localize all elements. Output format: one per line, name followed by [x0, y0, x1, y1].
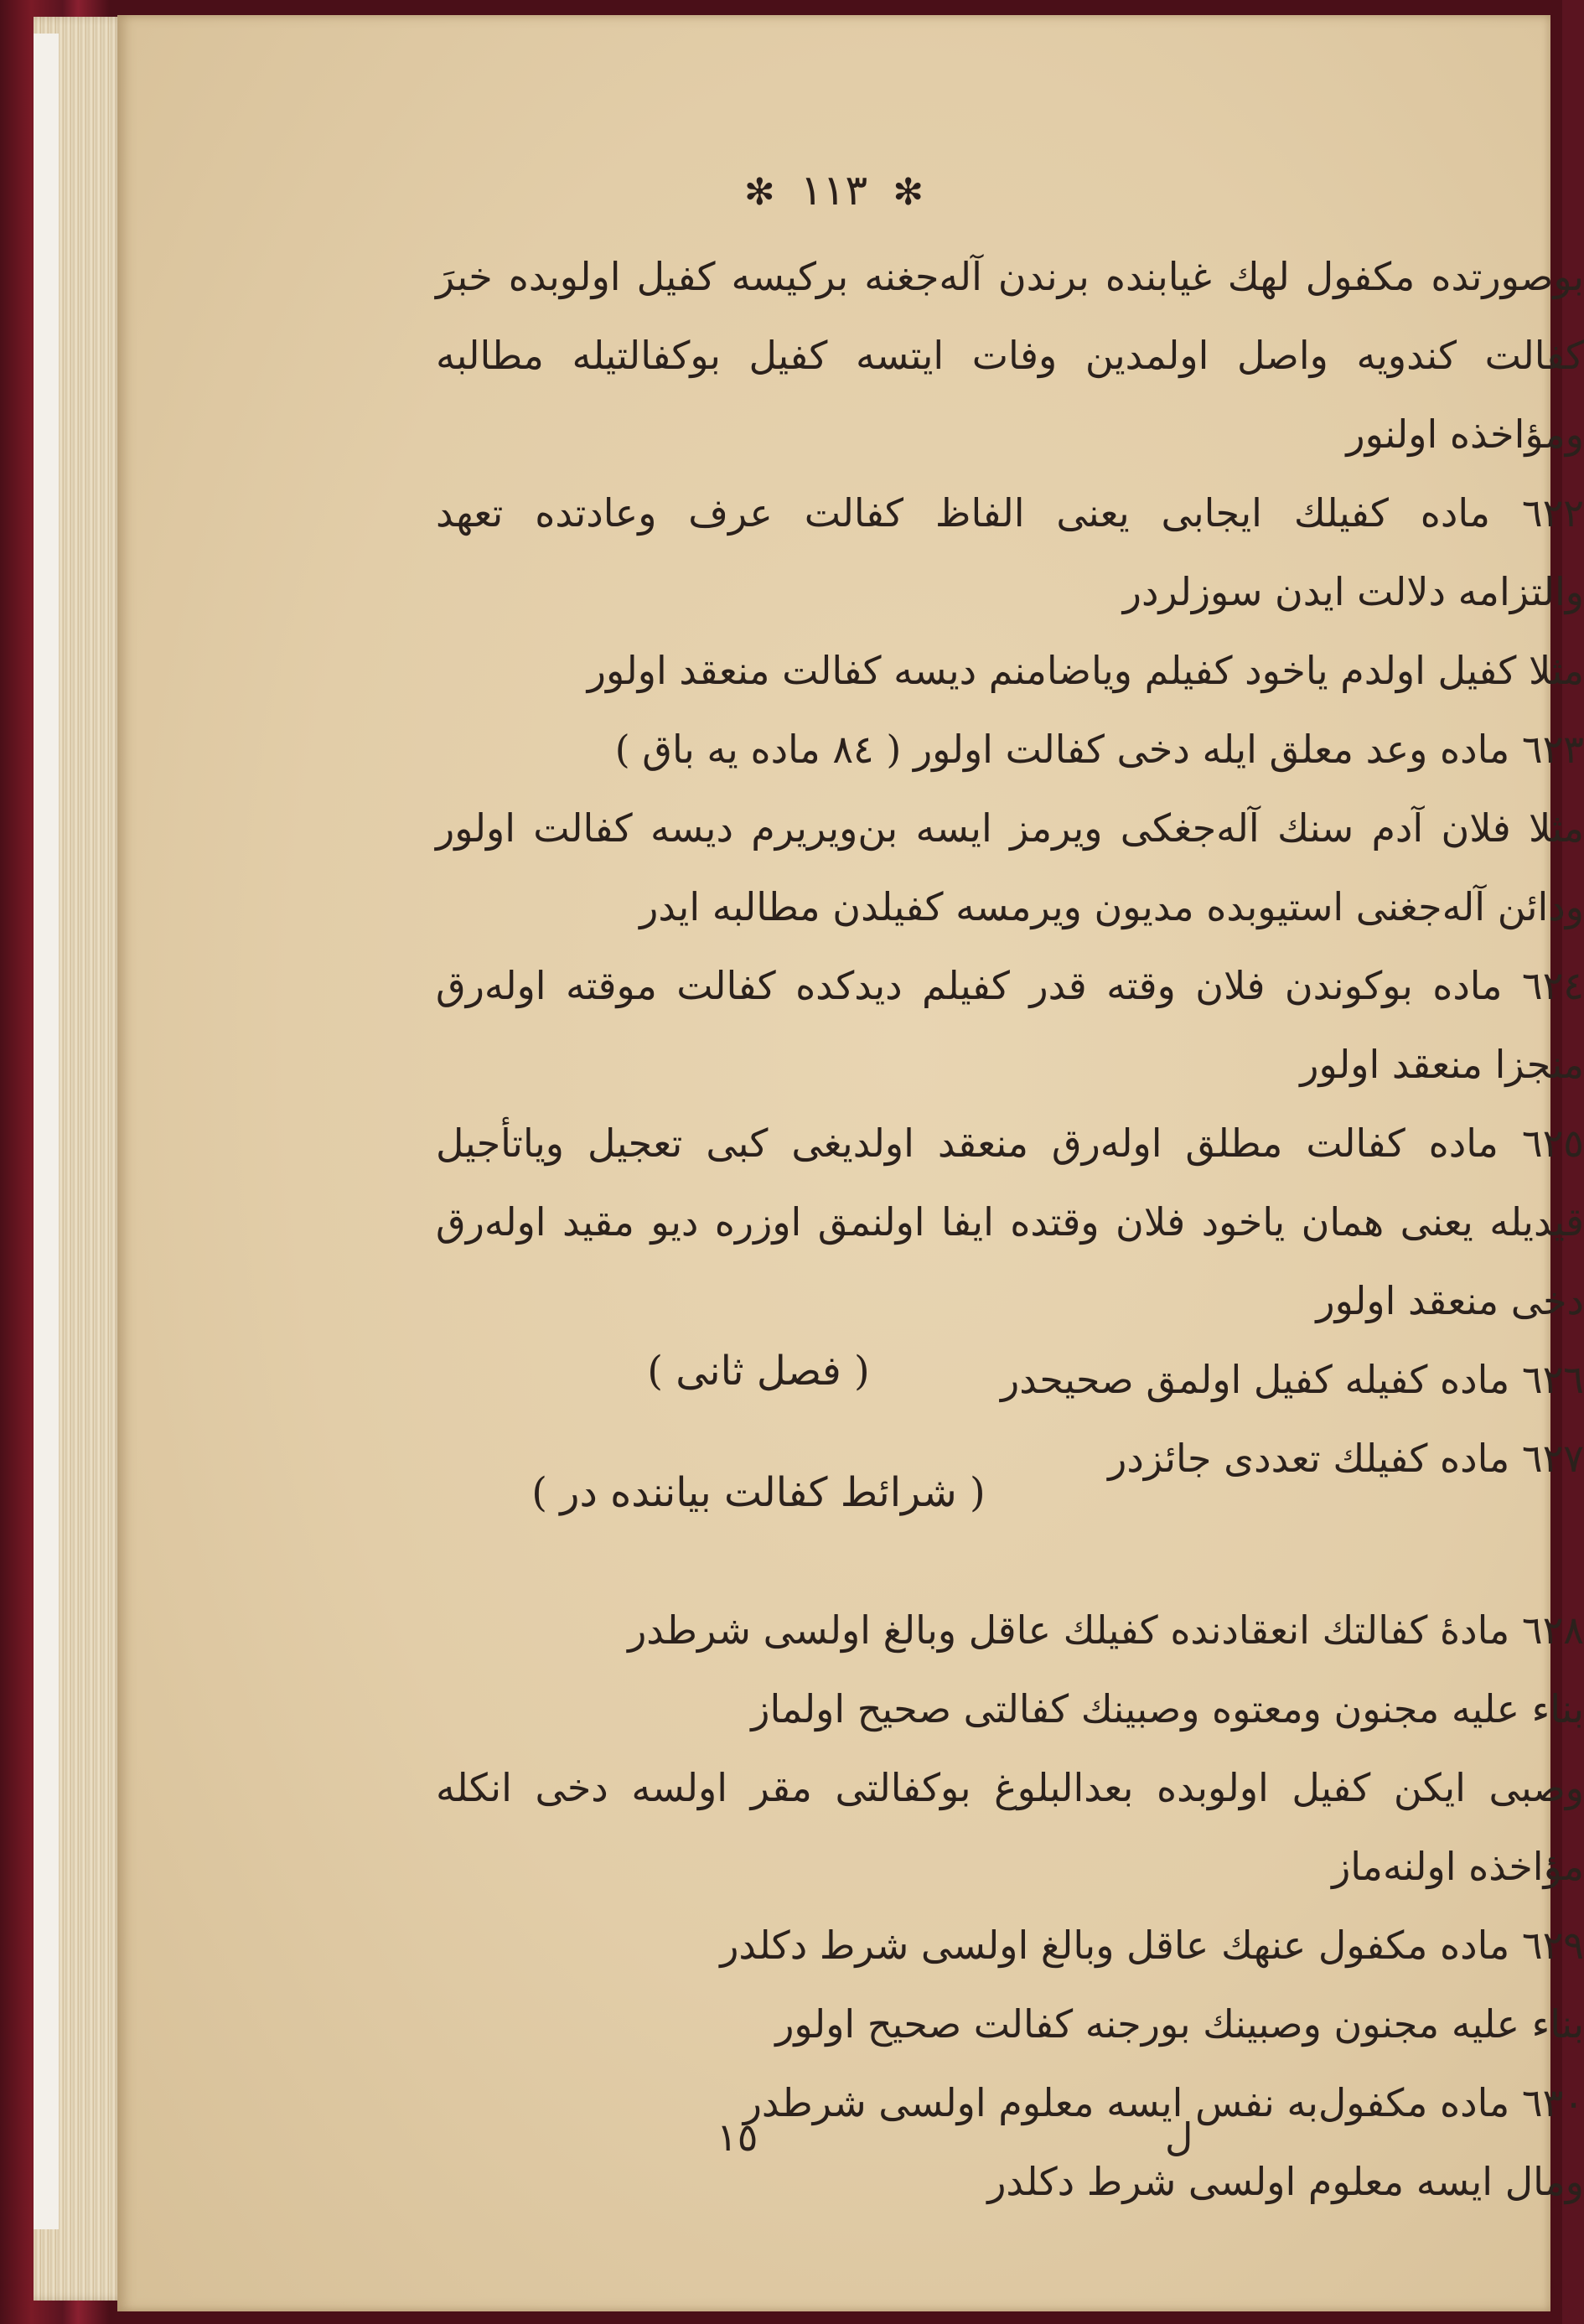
text-line: والتزامه دلالت ايدن سوزلردر: [1122, 569, 1584, 614]
text-line: دخى منعقد اولور: [1316, 1278, 1584, 1323]
article-630: ٦٣٠ ماده مكفول‌به نفس ايسه معلوم اولسى شرطدر: [743, 2080, 1584, 2125]
flyleaf: [34, 34, 59, 2229]
article-623: ٦٢٣ ماده وعد معلق ايله دخى كفالت اولور ( ٨٤ ماده يه باق ): [614, 727, 1584, 772]
ornament-left-icon: ✻: [743, 171, 775, 214]
text-line: وصبى ايكن كفيل اولوبده بعدالبلوغ بوكفالتى مقر اولسه دخى انكله: [436, 1765, 1584, 1810]
chapter-heading: ( فصل ثانى ): [647, 1348, 870, 1395]
article-624: ٦٢٤ ماده بوكوندن فلان وقته قدر كفيلم ديدكده كفالت موقته اوله‌رق: [436, 963, 1584, 1008]
text-line: بوصورتده مكفول لهك غيابنده برندن آله‌جغنه بركيسه كفيل اولوبده خبرَ: [436, 254, 1584, 299]
article-626: ٦٢٦ ماده كفيله كفيل اولمق صحيحدر: [1001, 1357, 1584, 1402]
text-line: قيديله يعنى همان ياخود فلان وقتده ايفا اولنمق اوزره ديو مقيد اوله‌رق: [436, 1199, 1584, 1245]
text-line: ودائن آله‌جغنى استيوبده مديون ويرمسه كفيلدن مطالبه ايدر: [639, 884, 1584, 929]
page-number: ١١٣: [800, 166, 868, 215]
article-622: ٦٢٢ ماده كفيلك ايجابى يعنى الفاظ كفالت عرف وعادتده تعهد: [436, 490, 1584, 536]
article-625: ٦٢٥ ماده كفالت مطلق اوله‌رق منعقد اولديغى كبى تعجيل وياتأجيل: [436, 1121, 1584, 1166]
text-line: بناء عليه مجنون وصبينك بورجنه كفالت صحيح اولور: [775, 2001, 1584, 2047]
signature-mark: ل: [1165, 2114, 1193, 2160]
article-628: ٦٢٨ مادهٔ كفالتك انعقادنده كفيلك عاقل وبالغ اولسى شرطدر: [628, 1607, 1584, 1653]
text-line: ومؤاخذه اولنور: [1346, 411, 1584, 457]
section-one-text: [436, 237, 1584, 1498]
article-629: ٦٢٩ ماده مكفول عنهك عاقل وبالغ اولسى شرط دكلدر: [720, 1923, 1584, 1968]
article-627: ٦٢٧ ماده كفيلك تعددى جائزدر: [1108, 1436, 1584, 1481]
text-line: مؤاخذه اولنه‌ماز: [1332, 1844, 1584, 1889]
book-page: [117, 15, 1584, 2311]
text-line: مثلا كفيل اولدم ياخود كفيلم وياضامنم ديسه كفالت منعقد اولور: [587, 648, 1584, 693]
text-line: ومال ايسه معلوم اولسى شرط دكلدر: [987, 2159, 1584, 2204]
signature-number: ١٥: [717, 2114, 758, 2160]
ornament-right-icon: ✻: [893, 171, 924, 214]
chapter-subheading: ( شرائط كفالت بياننده در ): [531, 1469, 986, 1516]
page-header: [117, 166, 1550, 215]
text-line: كفالت كندويه واصل اولمدين وفات ايتسه كفيل بوكفالتيله مطالبه: [436, 333, 1584, 378]
section-two-text: [436, 1591, 1584, 2221]
text-line: مثلا فلان آدم سنك آله‌جغكى ويرمز ايسه بن‌ويريرم ديسه كفالت اولور: [436, 805, 1584, 851]
text-line: بناء عليه مجنون ومعتوه وصبينك كفالتى صحيح اولماز: [751, 1686, 1584, 1731]
text-line: منجزا منعقد اولور: [1300, 1042, 1584, 1087]
